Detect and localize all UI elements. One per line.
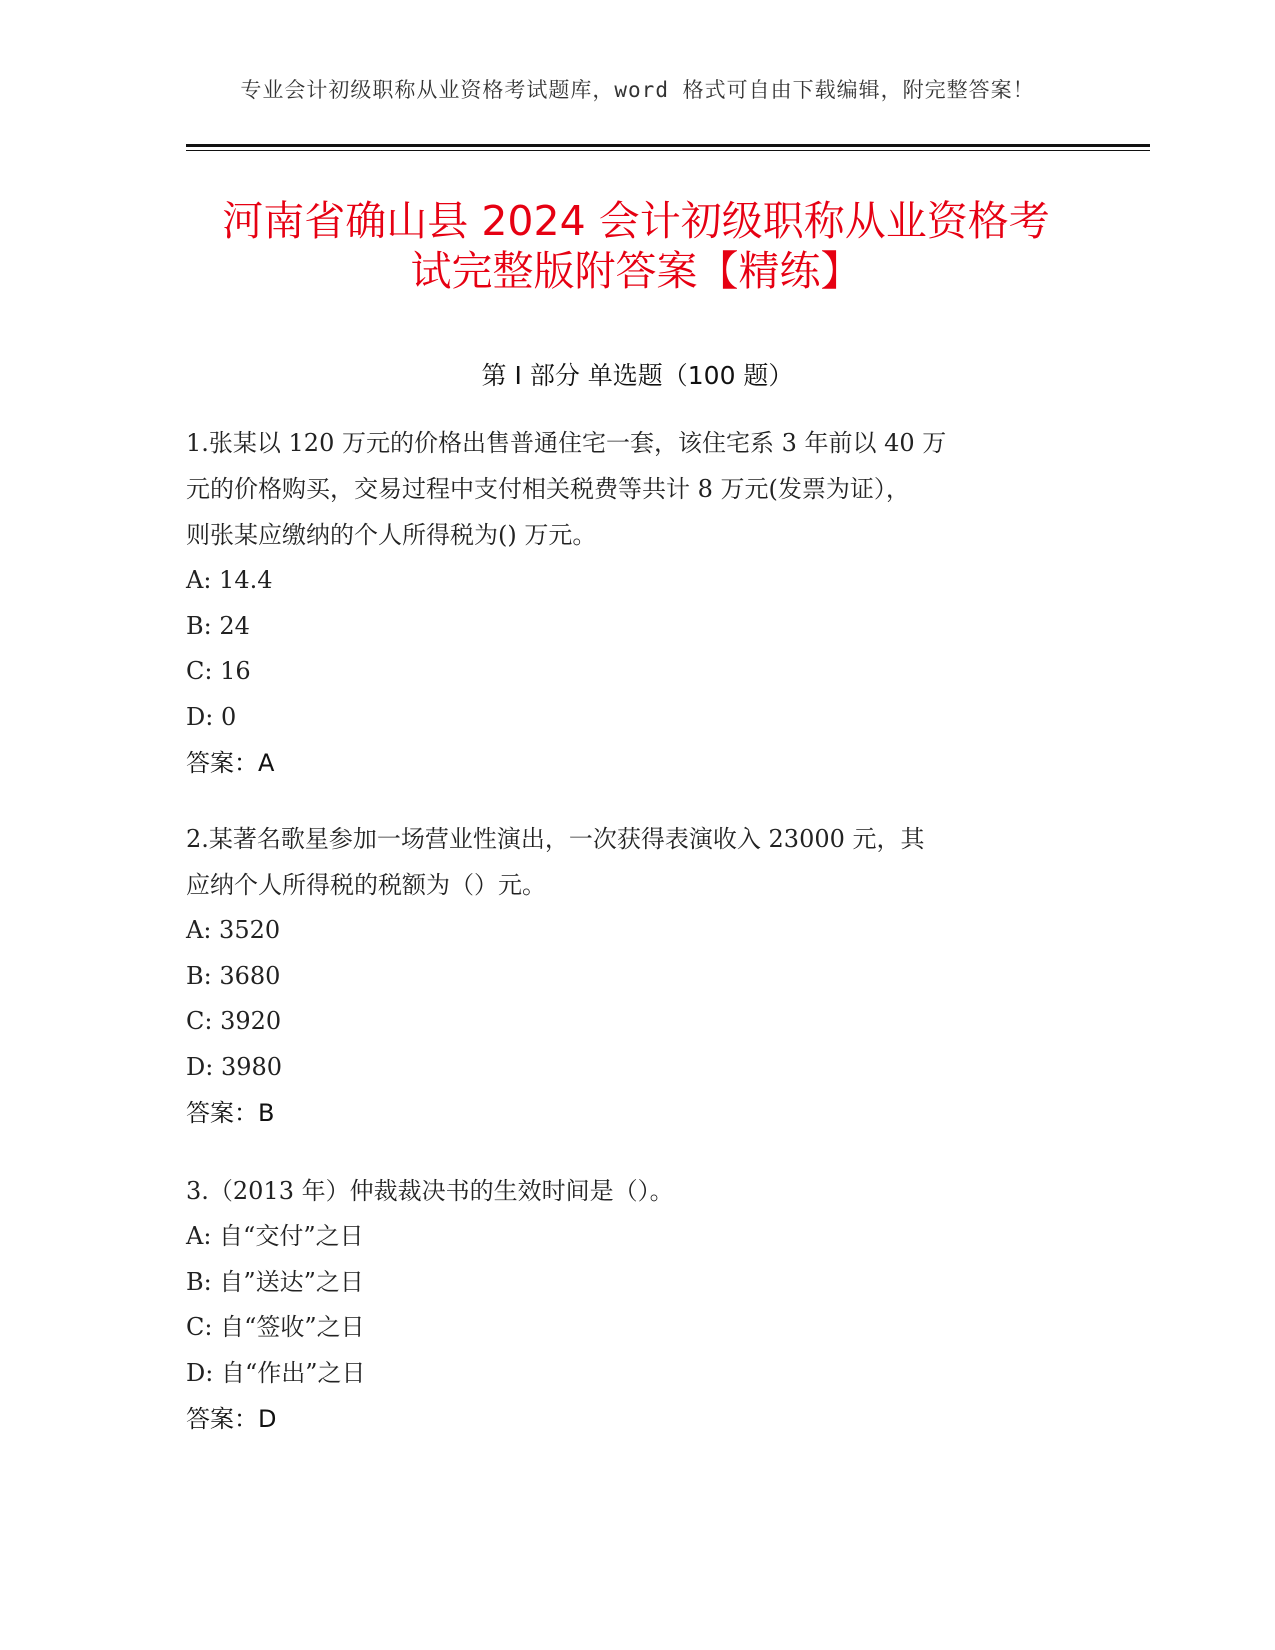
question-text-line: 则张某应缴纳的个人所得税为() 万元。 [186,521,597,549]
option-a: A: 14.4 [186,566,273,594]
option-b: B: 24 [186,611,250,640]
option-c: C: 3920 [186,1007,282,1035]
question-text-line: 应纳个人所得税的税额为（）元。 [186,871,546,899]
title-line-1: 河南省确山县 2024 会计初级职称从业资格考 [222,197,1050,245]
answer: 答案：D [186,1405,277,1433]
option-a: A: 3520 [186,916,281,944]
option-c: C: 自“签收”之日 [186,1313,365,1341]
title-line-2: 试完整版附答案【精练】 [410,247,862,295]
question-1 [186,420,1086,786]
option-d: D: 自“作出”之日 [186,1358,366,1387]
question-2 [186,816,1086,1136]
document-title [186,196,1086,296]
option-c: C: 16 [186,657,251,685]
question-text-line: 3.（2013 年）仲裁裁决书的生效时间是（）。 [186,1177,674,1205]
question-text-line: 2.某著名歌星参加一场营业性演出，一次获得表演收入 23000 元，其 [186,825,925,853]
question-text-line: 元的价格购买，交易过程中支付相关税费等共计 8 万元(发票为证）， [186,475,910,503]
answer: 答案：A [186,749,275,777]
header-rule-thick [186,144,1150,147]
option-d: D: 0 [186,702,237,731]
option-d: D: 3980 [186,1052,283,1081]
question-text-line: 1.张某以 120 万元的价格出售普通住宅一套，该住宅系 3 年前以 40 万 [186,429,947,457]
header-note: 专业会计初级职称从业资格考试题库，word 格式可自由下载编辑，附完整答案！ [240,78,1035,102]
option-b: B: 自”送达”之日 [186,1267,364,1296]
section-heading: 第 I 部分 单选题（100 题） [481,361,794,390]
question-3 [186,1168,1086,1442]
option-b: B: 3680 [186,961,281,990]
option-a: A: 自“交付”之日 [186,1222,364,1250]
answer: 答案：B [186,1099,275,1127]
header-rule-thin [186,150,1150,151]
